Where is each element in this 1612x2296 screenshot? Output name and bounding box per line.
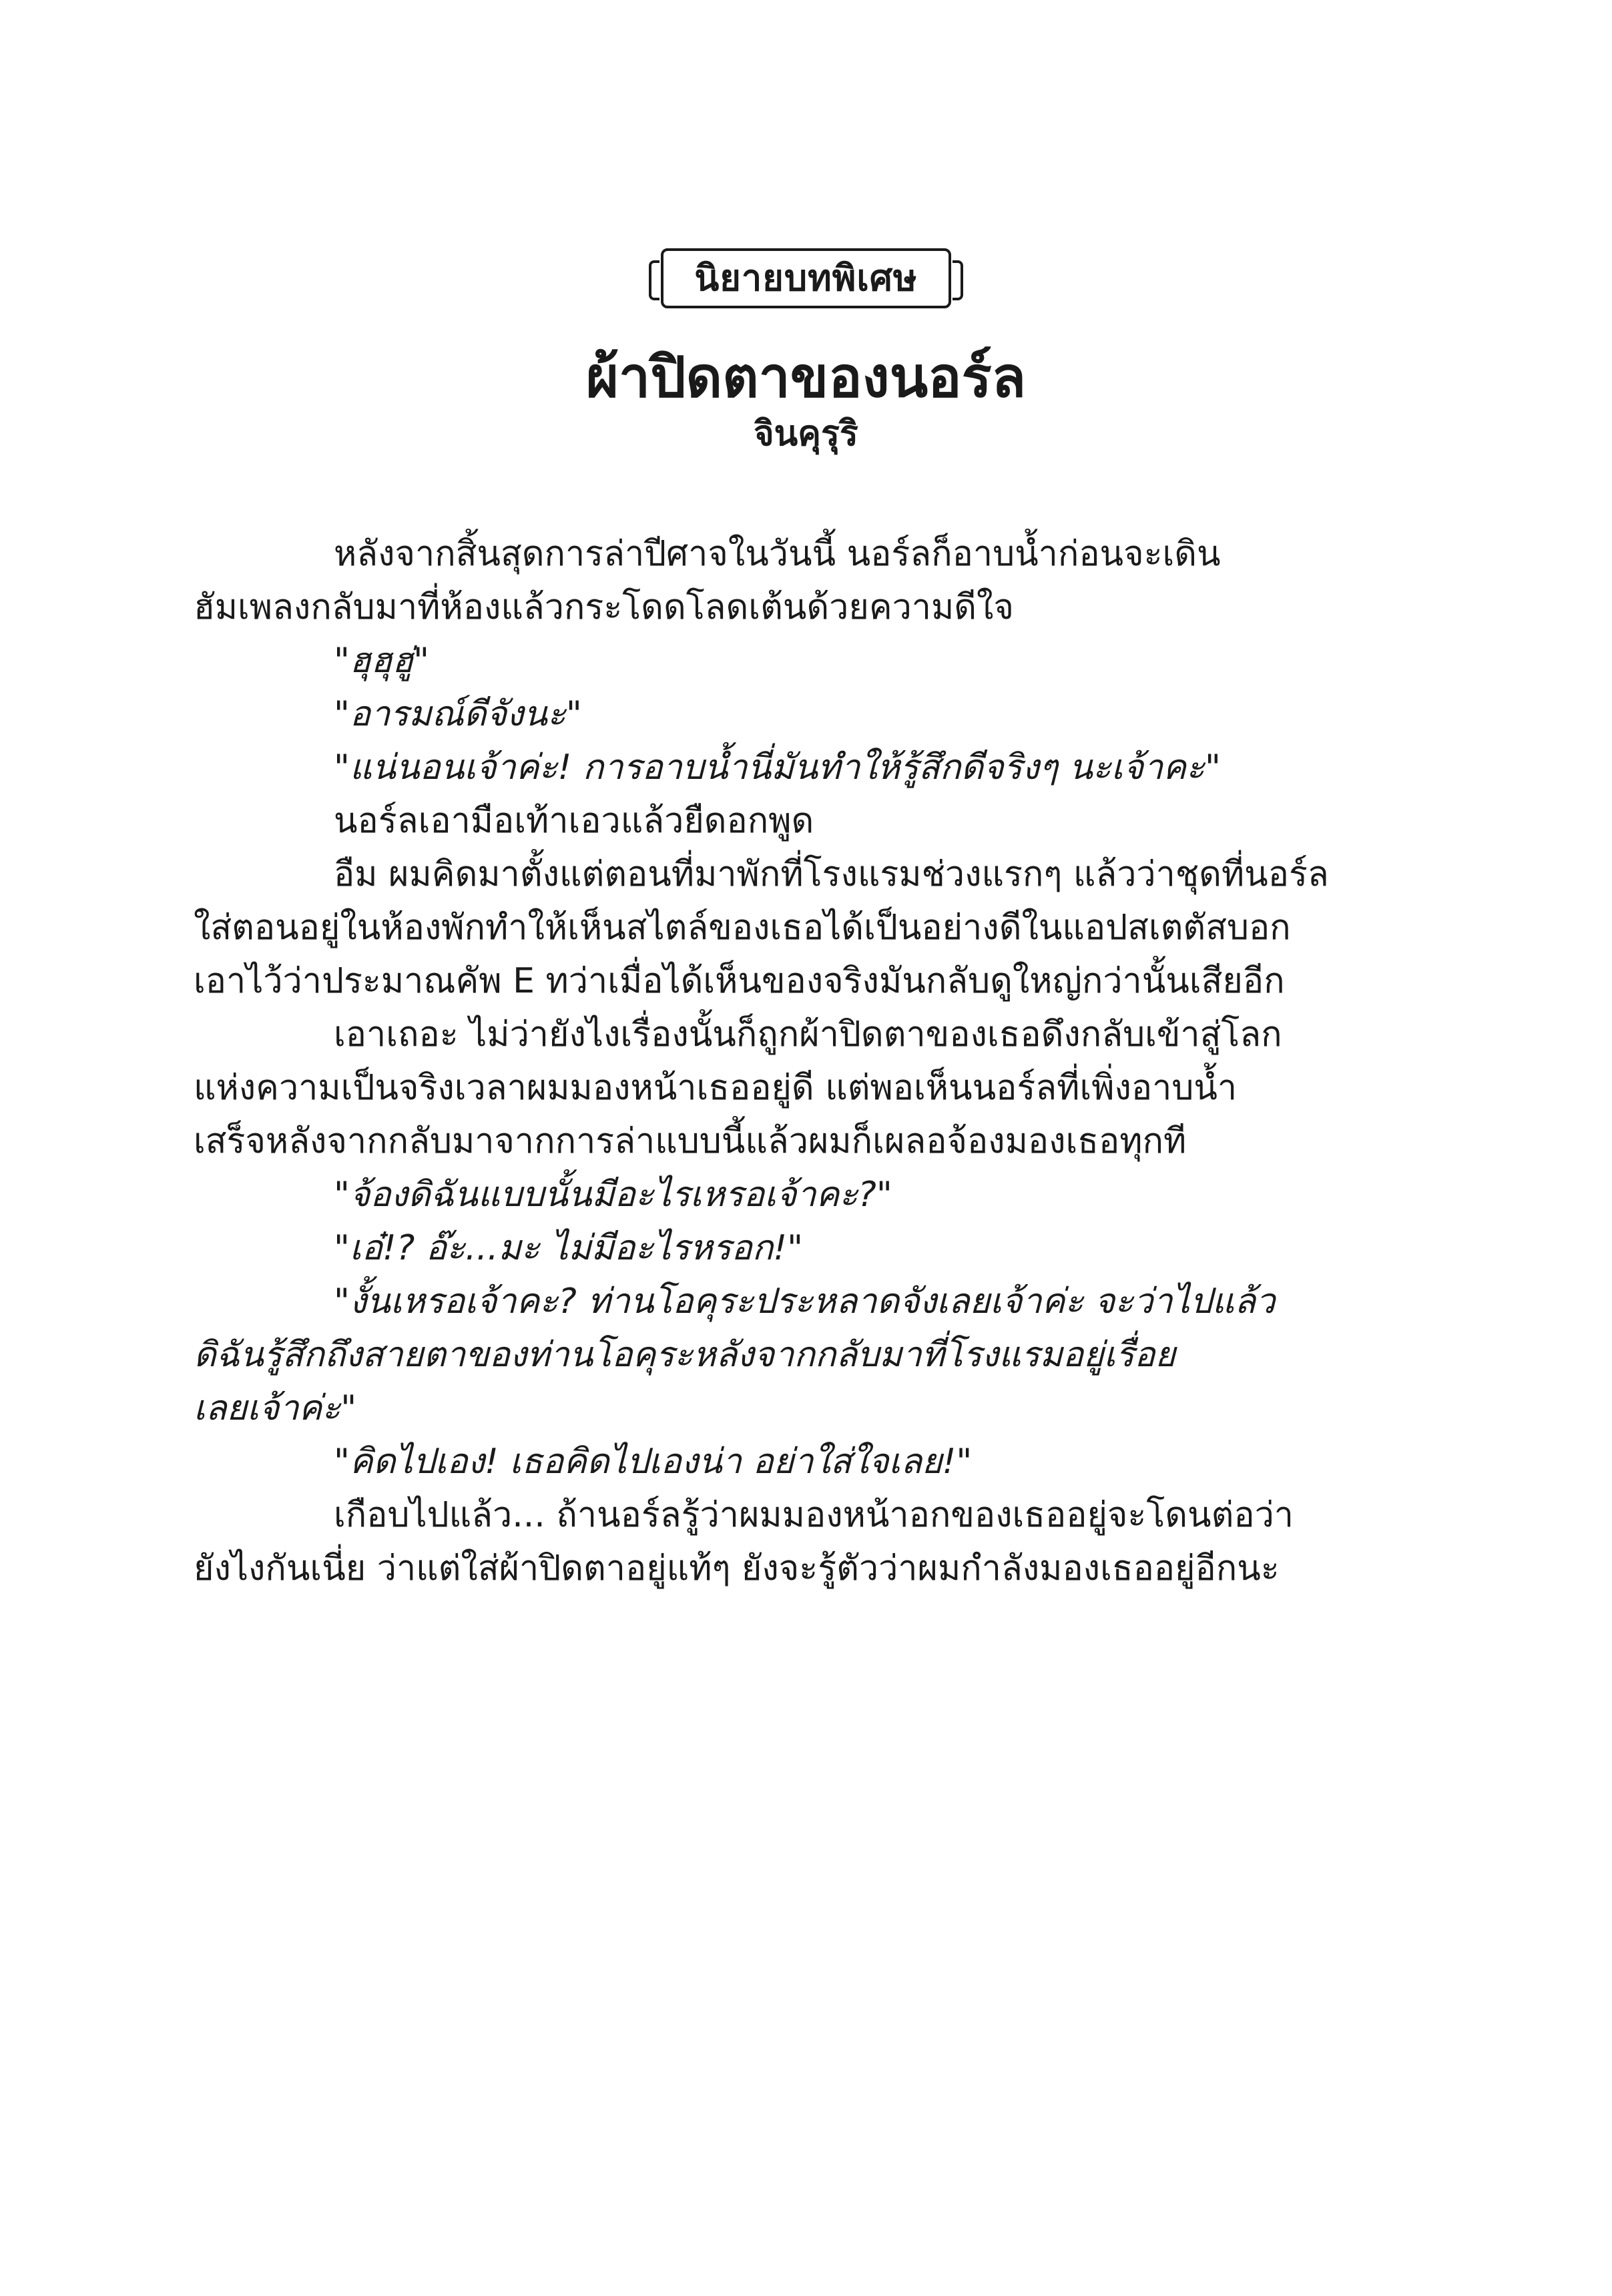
text-line: นอร์ลเอามือเท้าเอวแล้วยืดอกพูด (334, 801, 814, 841)
text-line: ใส่ตอนอยู่ในห้องพักทำให้เห็นสไตล์ของเธอได้เป็นอย่างดีในแอปสเตตัสบอก (194, 908, 1291, 948)
chapter-title: ผ้าปิดตาของนอร์ล (585, 344, 1027, 410)
text-line: "คิดไปเอง! เธอคิดไปเองน่า อย่าใส่ใจเลย!" (334, 1442, 973, 1482)
text-line: เอาเถอะ ไม่ว่ายังไงเรื่องนั้นก็ถูกผ้าปิดตาของเธอดึงกลับเข้าสู่โลก (334, 1015, 1282, 1055)
author-name: จินคุรุริ (754, 414, 858, 454)
text-line: แห่งความเป็นจริงเวลาผมมองหน้าเธออยู่ดี แต่พอเห็นนอร์ลที่เพิ่งอาบน้ำ (194, 1068, 1238, 1108)
text-line: เสร็จหลังจากกลับมาจากการล่าแบบนี้แล้วผมก็เผลอจ้องมองเธอทุกที (194, 1121, 1187, 1161)
text-line: "แน่นอนเจ้าค่ะ! การอาบน้ำนี่มันทำให้รู้สึกดีจริงๆ นะเจ้าคะ" (334, 748, 1221, 788)
text-line: เลยเจ้าค่ะ" (194, 1388, 357, 1428)
text-line: ฮัมเพลงกลับมาที่ห้องแล้วกระโดดโลดเต้นด้วยความดีใจ (194, 587, 1014, 627)
text-line: "งั้นเหรอเจ้าคะ? ท่านโอคุระประหลาดจังเลยเจ้าค่ะ จะว่าไปแล้ว (334, 1281, 1276, 1322)
text-line: หลังจากสิ้นสุดการล่าปีศาจในวันนี้ นอร์ลก็อาบน้ำก่อนจะเดิน (334, 534, 1221, 574)
text-line: ยังไงกันเนี่ย ว่าแต่ใส่ผ้าปิดตาอยู่แท้ๆ ยังจะรู้ตัวว่าผมกำลังมองเธออยู่อีกนะ (194, 1548, 1280, 1589)
body-text (194, 527, 1422, 1595)
text-line: อืม ผมคิดมาตั้งแต่ตอนที่มาพักที่โรงแรมช่วงแรกๆ แล้วว่าชุดที่นอร์ล (334, 854, 1329, 894)
text-line: เอาไว้ว่าประมาณคัพ E ทว่าเมื่อได้เห็นของจริงมันกลับดูใหญ่กว่านั้นเสียอีก (194, 961, 1285, 1001)
text-line: เกือบไปแล้ว... ถ้านอร์ลรู้ว่าผมมองหน้าอกของเธออยู่จะโดนต่อว่า (334, 1495, 1294, 1535)
text-line: "อารมณ์ดีจังนะ" (334, 694, 582, 734)
chapter-badge: นิยายบทพิเศษ (661, 248, 951, 308)
text-line: ดิฉันรู้สึกถึงสายตาของท่านโอคุระหลังจากกลับมาที่โรงแรมอยู่เรื่อย (194, 1335, 1176, 1375)
text-line: "จ้องดิฉันแบบนั้นมีอะไรเหรอเจ้าคะ?" (334, 1175, 892, 1215)
text-line: "เอ๋!? อ๊ะ...มะ ไม่มีอะไรหรอก!" (334, 1228, 804, 1268)
chapter-badge-container (0, 248, 1612, 312)
text-line: "ฮุฮุฮู่" (334, 641, 430, 681)
